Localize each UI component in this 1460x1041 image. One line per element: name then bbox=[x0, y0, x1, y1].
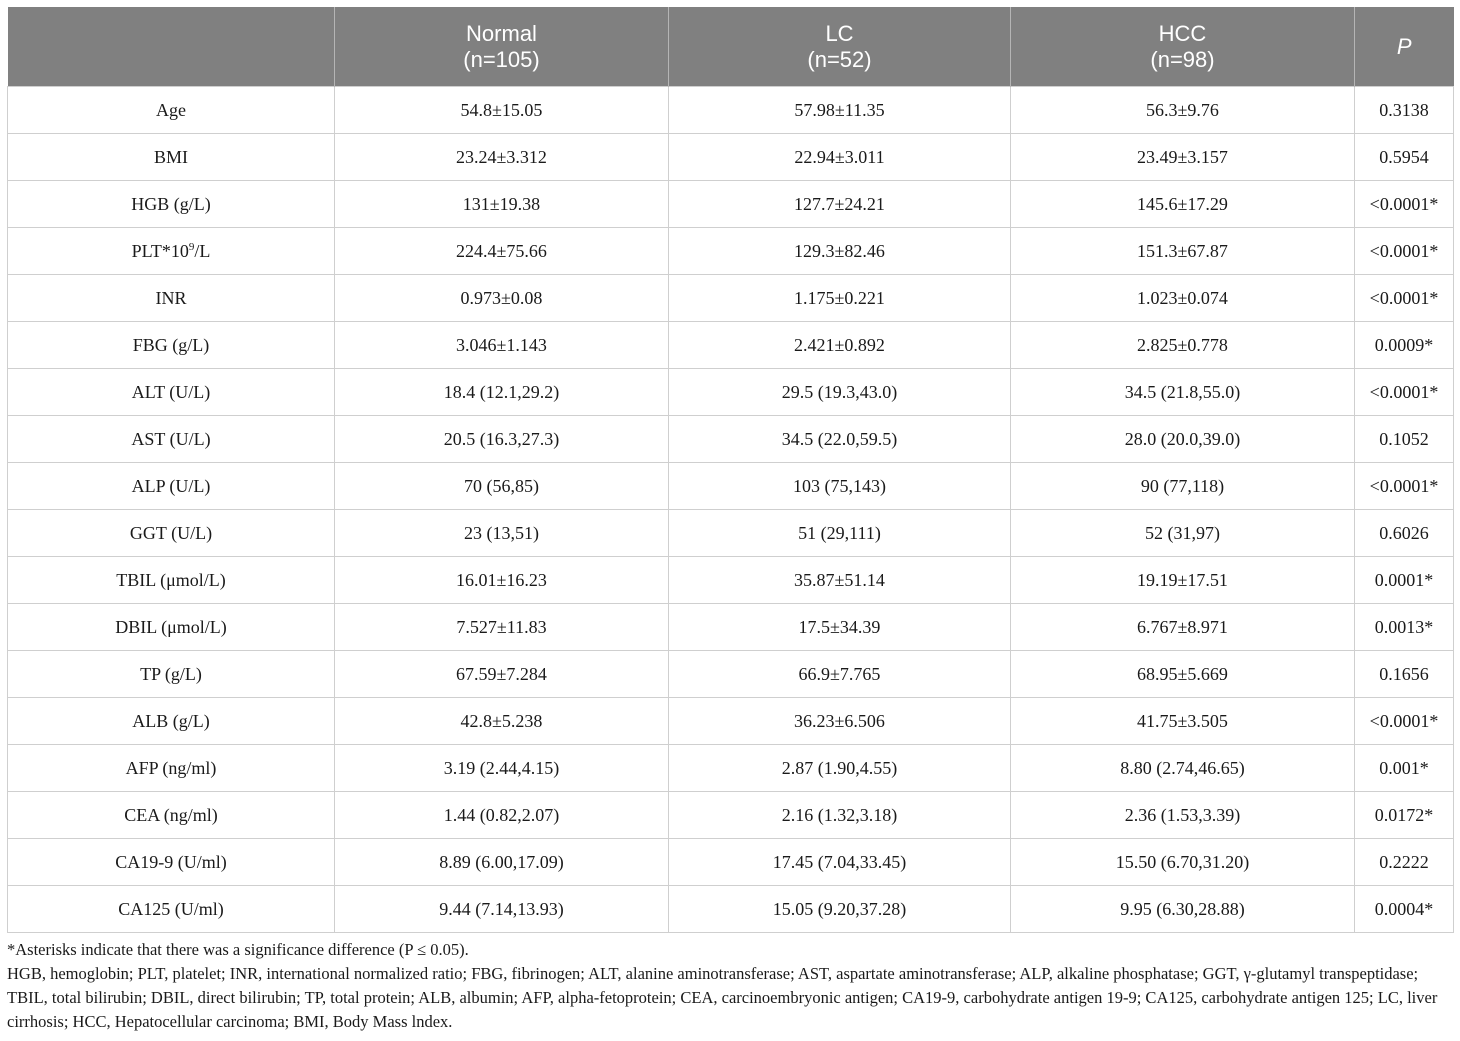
cell-p-value: 0.0009* bbox=[1355, 322, 1454, 369]
header-label: P bbox=[1396, 33, 1412, 59]
table-row bbox=[8, 228, 1454, 275]
cell-p-value: 0.0004* bbox=[1355, 886, 1454, 933]
cell-hcc: 68.95±5.669 bbox=[1011, 651, 1355, 698]
row-label bbox=[8, 745, 335, 792]
header-count: (n=98) bbox=[1150, 46, 1215, 72]
cell-hcc: 6.767±8.971 bbox=[1011, 604, 1355, 651]
table-row bbox=[8, 322, 1454, 369]
row-label-text: GGT (U/L) bbox=[129, 522, 213, 543]
row-label-text: DBIL (μmol/L) bbox=[115, 616, 227, 637]
cell-p-value: 0.5954 bbox=[1355, 134, 1454, 181]
cell-hcc: 8.80 (2.74,46.65) bbox=[1011, 745, 1355, 792]
table-row bbox=[8, 886, 1454, 933]
cell-hcc: 56.3±9.76 bbox=[1011, 87, 1355, 134]
table-row bbox=[8, 745, 1454, 792]
table-row bbox=[8, 181, 1454, 228]
cell-p-value: 0.6026 bbox=[1355, 510, 1454, 557]
row-label-text: BMI bbox=[153, 146, 188, 167]
cell-lc: 66.9±7.765 bbox=[669, 651, 1011, 698]
cell-lc: 51 (29,111) bbox=[669, 510, 1011, 557]
table-row bbox=[8, 87, 1454, 134]
table-row bbox=[8, 134, 1454, 181]
header-cell-hcc bbox=[1011, 7, 1355, 87]
table-body bbox=[8, 87, 1454, 933]
row-label bbox=[8, 228, 335, 275]
cell-lc: 35.87±51.14 bbox=[669, 557, 1011, 604]
cell-p-value: 0.2222 bbox=[1355, 839, 1454, 886]
asterisk-note: *Asterisks indicate that there was a significance difference (P ≤ 0.05). bbox=[7, 940, 469, 959]
cell-normal: 20.5 (16.3,27.3) bbox=[335, 416, 669, 463]
header-cell-lc bbox=[669, 7, 1011, 87]
cell-lc: 34.5 (22.0,59.5) bbox=[669, 416, 1011, 463]
table-row bbox=[8, 651, 1454, 698]
cell-hcc: 9.95 (6.30,28.88) bbox=[1011, 886, 1355, 933]
row-label-text: Age bbox=[156, 99, 186, 120]
cell-lc: 15.05 (9.20,37.28) bbox=[669, 886, 1011, 933]
row-label bbox=[8, 839, 335, 886]
cell-lc: 129.3±82.46 bbox=[669, 228, 1011, 275]
cell-normal: 9.44 (7.14,13.93) bbox=[335, 886, 669, 933]
row-label bbox=[8, 181, 335, 228]
cell-lc: 17.45 (7.04,33.45) bbox=[669, 839, 1011, 886]
cell-p-value: <0.0001* bbox=[1355, 228, 1454, 275]
cell-normal: 3.046±1.143 bbox=[335, 322, 669, 369]
header-label: LC bbox=[825, 20, 854, 46]
row-label bbox=[8, 792, 335, 839]
row-label bbox=[8, 604, 335, 651]
cell-normal: 23 (13,51) bbox=[335, 510, 669, 557]
table-row bbox=[8, 792, 1454, 839]
table-row bbox=[8, 416, 1454, 463]
data-table bbox=[7, 7, 1454, 933]
cell-lc: 29.5 (19.3,43.0) bbox=[669, 369, 1011, 416]
header-cell-normal bbox=[335, 7, 669, 87]
row-label bbox=[8, 322, 335, 369]
header-count: (n=105) bbox=[463, 46, 540, 72]
cell-hcc: 23.49±3.157 bbox=[1011, 134, 1355, 181]
cell-lc: 103 (75,143) bbox=[669, 463, 1011, 510]
cell-hcc: 41.75±3.505 bbox=[1011, 698, 1355, 745]
row-label-text: HGB (g/L) bbox=[131, 193, 211, 214]
cell-hcc: 2.825±0.778 bbox=[1011, 322, 1355, 369]
cell-hcc: 145.6±17.29 bbox=[1011, 181, 1355, 228]
header-label: Normal bbox=[466, 20, 537, 46]
cell-normal: 0.973±0.08 bbox=[335, 275, 669, 322]
data-table-container bbox=[7, 7, 1453, 933]
row-label-text: INR bbox=[155, 287, 187, 308]
cell-p-value: <0.0001* bbox=[1355, 463, 1454, 510]
table-row bbox=[8, 839, 1454, 886]
cell-p-value: 0.0001* bbox=[1355, 557, 1454, 604]
cell-normal: 131±19.38 bbox=[335, 181, 669, 228]
row-label bbox=[8, 510, 335, 557]
cell-lc: 22.94±3.011 bbox=[669, 134, 1011, 181]
header-row bbox=[8, 7, 1454, 87]
cell-p-value: <0.0001* bbox=[1355, 181, 1454, 228]
row-label bbox=[8, 87, 335, 134]
row-label-text: ALP (U/L) bbox=[131, 475, 211, 496]
cell-p-value: <0.0001* bbox=[1355, 698, 1454, 745]
table-row bbox=[8, 604, 1454, 651]
cell-hcc: 34.5 (21.8,55.0) bbox=[1011, 369, 1355, 416]
row-label bbox=[8, 557, 335, 604]
table-row bbox=[8, 510, 1454, 557]
cell-lc: 127.7±24.21 bbox=[669, 181, 1011, 228]
cell-p-value: 0.0172* bbox=[1355, 792, 1454, 839]
cell-normal: 18.4 (12.1,29.2) bbox=[335, 369, 669, 416]
cell-hcc: 2.36 (1.53,3.39) bbox=[1011, 792, 1355, 839]
abbreviations-note: HGB, hemoglobin; PLT, platelet; INR, international normalized ratio; FBG, fibrinogen; ALT, alanine aminotransferase; AST, aspartate aminotransferase; ALP, alkaline phosphatase; GGT, γ-glutamyl transpeptidase; TBIL, total bilirubin; DBIL, direct bilirubin; TP, total protein; ALB, albumin; AFP, alpha-fetoprotein; CEA, carcinoembryonic antigen; CA19-9, carbohydrate antigen 19-9; CA125, carbohydrate antigen 125; LC, liver cirrhosis; HCC, Hepatocellular carcinoma; BMI, Body Mass lndex. bbox=[7, 964, 1438, 1031]
table-row bbox=[8, 698, 1454, 745]
cell-hcc: 52 (31,97) bbox=[1011, 510, 1355, 557]
row-label-suffix: /L bbox=[194, 240, 211, 261]
cell-p-value: 0.1052 bbox=[1355, 416, 1454, 463]
cell-normal: 67.59±7.284 bbox=[335, 651, 669, 698]
cell-hcc: 28.0 (20.0,39.0) bbox=[1011, 416, 1355, 463]
header-cell-p bbox=[1355, 7, 1454, 87]
cell-normal: 1.44 (0.82,2.07) bbox=[335, 792, 669, 839]
cell-hcc: 19.19±17.51 bbox=[1011, 557, 1355, 604]
row-label-text: AFP (ng/ml) bbox=[125, 757, 217, 778]
cell-lc: 1.175±0.221 bbox=[669, 275, 1011, 322]
cell-normal: 54.8±15.05 bbox=[335, 87, 669, 134]
cell-normal: 23.24±3.312 bbox=[335, 134, 669, 181]
row-label-text: CA125 (U/ml) bbox=[118, 898, 224, 919]
cell-normal: 16.01±16.23 bbox=[335, 557, 669, 604]
row-label-text: AST (U/L) bbox=[131, 428, 211, 449]
header-cell-empty bbox=[8, 7, 335, 87]
cell-lc: 2.16 (1.32,3.18) bbox=[669, 792, 1011, 839]
header-count: (n=52) bbox=[807, 46, 872, 72]
row-label bbox=[8, 698, 335, 745]
row-label-text: CEA (ng/ml) bbox=[124, 804, 218, 825]
cell-normal: 70 (56,85) bbox=[335, 463, 669, 510]
table-footnotes bbox=[7, 938, 1453, 1034]
cell-normal: 8.89 (6.00,17.09) bbox=[335, 839, 669, 886]
cell-normal: 3.19 (2.44,4.15) bbox=[335, 745, 669, 792]
cell-hcc: 15.50 (6.70,31.20) bbox=[1011, 839, 1355, 886]
header-label: HCC bbox=[1158, 20, 1207, 46]
table-row bbox=[8, 369, 1454, 416]
row-label bbox=[8, 463, 335, 510]
table-row bbox=[8, 463, 1454, 510]
cell-normal: 42.8±5.238 bbox=[335, 698, 669, 745]
cell-p-value: 0.0013* bbox=[1355, 604, 1454, 651]
cell-normal: 224.4±75.66 bbox=[335, 228, 669, 275]
cell-hcc: 151.3±67.87 bbox=[1011, 228, 1355, 275]
row-label bbox=[8, 369, 335, 416]
row-label-superscript: 9 bbox=[188, 240, 195, 253]
cell-hcc: 90 (77,118) bbox=[1011, 463, 1355, 510]
cell-p-value: <0.0001* bbox=[1355, 369, 1454, 416]
row-label-text: PLT*10 bbox=[131, 240, 189, 261]
row-label bbox=[8, 134, 335, 181]
row-label-text: CA19-9 (U/ml) bbox=[115, 851, 227, 872]
cell-p-value: <0.0001* bbox=[1355, 275, 1454, 322]
cell-lc: 17.5±34.39 bbox=[669, 604, 1011, 651]
cell-p-value: 0.1656 bbox=[1355, 651, 1454, 698]
cell-p-value: 0.001* bbox=[1355, 745, 1454, 792]
cell-lc: 2.421±0.892 bbox=[669, 322, 1011, 369]
row-label-text: FBG (g/L) bbox=[132, 334, 210, 355]
row-label-text: ALB (g/L) bbox=[132, 710, 210, 731]
row-label bbox=[8, 275, 335, 322]
row-label bbox=[8, 886, 335, 933]
cell-hcc: 1.023±0.074 bbox=[1011, 275, 1355, 322]
row-label bbox=[8, 416, 335, 463]
cell-lc: 57.98±11.35 bbox=[669, 87, 1011, 134]
row-label-text: ALT (U/L) bbox=[131, 381, 211, 402]
row-label-text: TBIL (μmol/L) bbox=[116, 569, 226, 590]
cell-normal: 7.527±11.83 bbox=[335, 604, 669, 651]
cell-p-value: 0.3138 bbox=[1355, 87, 1454, 134]
row-label bbox=[8, 651, 335, 698]
table-row bbox=[8, 557, 1454, 604]
row-label-text: TP (g/L) bbox=[140, 663, 202, 684]
table-row bbox=[8, 275, 1454, 322]
cell-lc: 36.23±6.506 bbox=[669, 698, 1011, 745]
cell-lc: 2.87 (1.90,4.55) bbox=[669, 745, 1011, 792]
